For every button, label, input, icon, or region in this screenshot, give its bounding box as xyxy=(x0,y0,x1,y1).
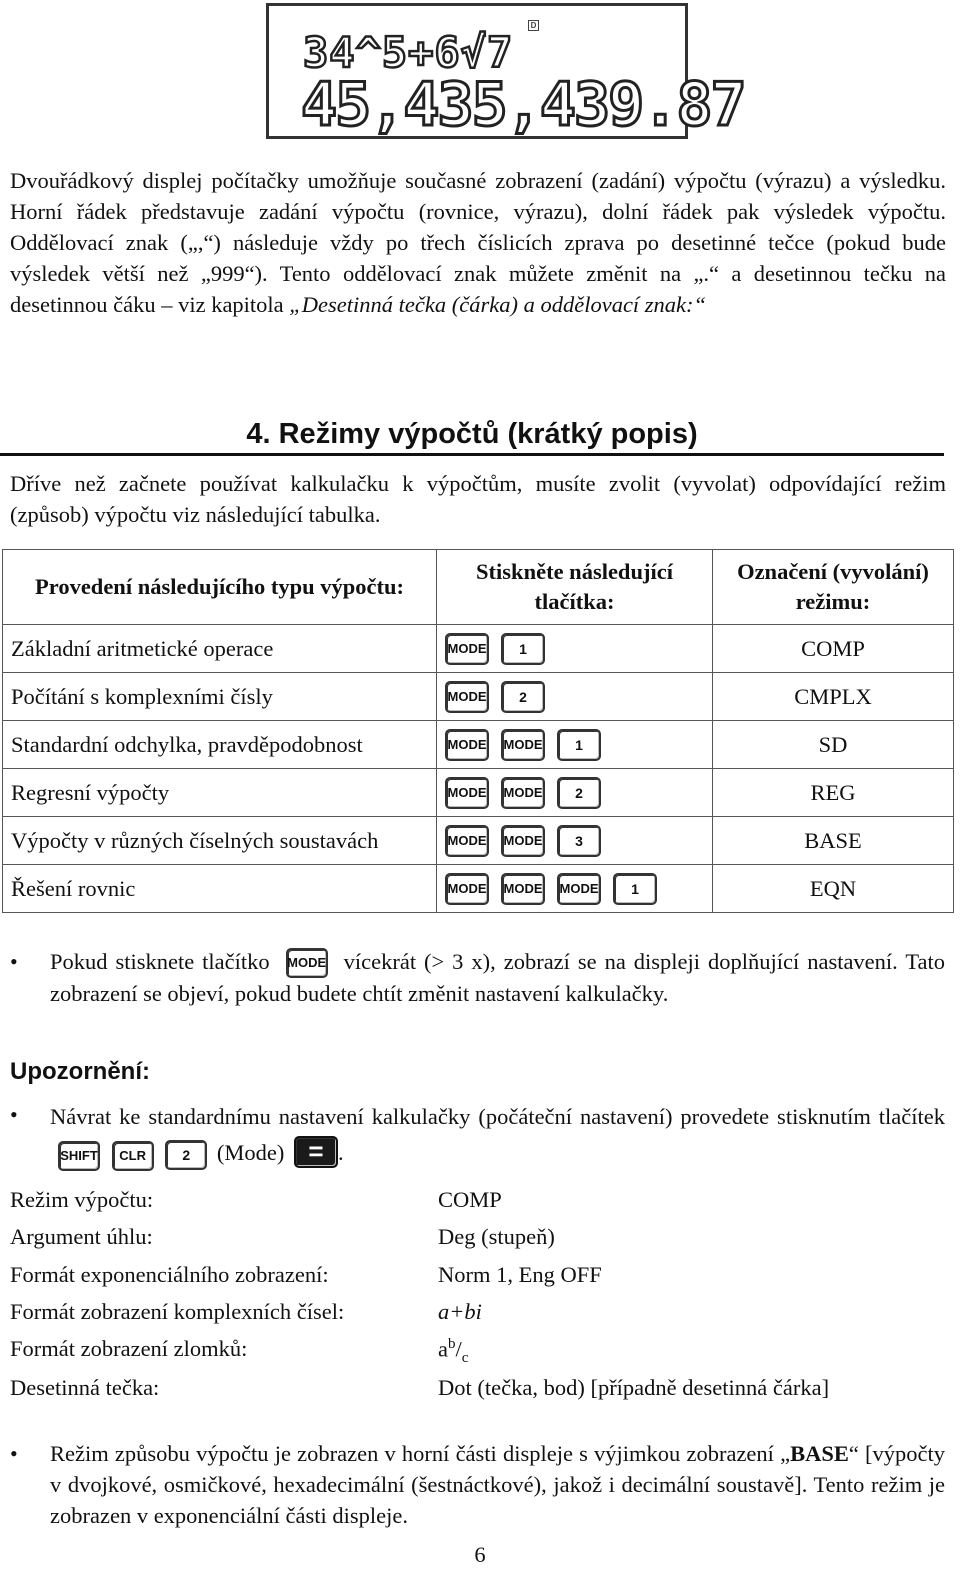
header-type: Provedení následujícího typu výpočtu: xyxy=(3,550,437,625)
table-header-row xyxy=(3,550,954,625)
clr-key: CLR xyxy=(112,1141,154,1171)
key-sequence xyxy=(437,673,713,721)
setting-label: Formát zobrazení komplexních čísel: xyxy=(10,1299,345,1324)
mode-label: (Mode) xyxy=(216,1140,285,1165)
intro-paragraph xyxy=(10,165,946,320)
setting-value: COMP xyxy=(438,1187,502,1212)
table-row xyxy=(3,625,954,673)
mode-key: MODE xyxy=(501,873,545,905)
setting-value: Dot (tečka, bod) [případně desetinná čárka] xyxy=(438,1375,830,1400)
calculator-display xyxy=(266,3,745,140)
setting-label: Formát zobrazení zlomků: xyxy=(10,1336,248,1361)
warning-title: Upozornění: xyxy=(10,1058,150,1085)
base-bold: BASE xyxy=(790,1441,849,1466)
mode-key: MODE xyxy=(445,825,489,857)
header-mode: Označení (vyvolání) režimu: xyxy=(713,550,954,625)
setting-value: Deg (stupeň) xyxy=(438,1224,555,1249)
mode-key: MODE xyxy=(445,777,489,809)
mode-key: MODE xyxy=(501,729,545,761)
intro-text: Dvouřádkový displej počítačky umožňuje současné zobrazení (zadání) výpočtu (výrazu) a výsledku. Horní řádek představuje zadání výpočtu (rovnice, výrazu), dolní řádek pak výsledek výpočtu. Oddělovací znak („,“) následuje vždy po třech číslicích zprava po desetinné tečce (pokud bude výsledek větší než „999“). Tento oddělovací znak můžete změnit na „.“ a desetinnou tečku na desetinnou čáku – viz kapitola xyxy=(10,168,946,317)
table-row xyxy=(3,673,954,721)
setting-row xyxy=(10,1299,950,1331)
bullet-dot: • xyxy=(10,1102,18,1127)
setting-label: Desetinná tečka: xyxy=(10,1375,160,1400)
shift-key: SHIFT xyxy=(58,1141,100,1171)
section-intro: Dříve než začnete používat kalkulačku k výpočtům, musíte zvolit (vyvolat) odpovídající režim (způsob) výpočtu viz následující tabulka. xyxy=(10,471,946,527)
mode-name: BASE xyxy=(713,817,954,865)
mode-key: MODE xyxy=(445,681,489,713)
setting-row xyxy=(10,1375,950,1407)
digit-key: 2 xyxy=(501,681,545,713)
calc-type: Regresní výpočty xyxy=(3,769,437,817)
setting-row xyxy=(10,1187,950,1219)
digit-key: 2 xyxy=(557,777,601,809)
setting-value: $a^b/_c$ xyxy=(438,1336,469,1366)
calc-type: Řešení rovnic xyxy=(3,865,437,913)
calc-type: Základní aritmetické operace xyxy=(3,625,437,673)
mode-key: MODE xyxy=(445,873,489,905)
display-input-line: 34^5+6√7 xyxy=(303,28,514,77)
bullet-text: Návrat ke standardnímu nastavení kalkulačky (počáteční nastavení) provedete stisknutím tlačítek SHIFT CLR 2 (Mode) = . xyxy=(50,1099,945,1171)
key-sequence xyxy=(437,865,713,913)
equals-key: = xyxy=(294,1136,338,1168)
mode-key: MODE xyxy=(501,825,545,857)
mode-name: SD xyxy=(713,721,954,769)
mode-key: MODE xyxy=(501,777,545,809)
mode-name: REG xyxy=(713,769,954,817)
modes-table xyxy=(2,549,954,913)
digit-key: 1 xyxy=(501,633,545,665)
mode-key: MODE xyxy=(286,948,328,978)
two-key: 2 xyxy=(165,1140,207,1170)
digit-key: 1 xyxy=(613,873,657,905)
bullet-text: Režim způsobu výpočtu je zobrazen v horní části displeje s výjimkou zobrazení „BASE“ [výpočty v dvojkové, osmičkové, hexadecimální (šestnáctkové), jakož i decimální soustavě]. Tento režim je zobrazen v exponenciální části displeje. xyxy=(50,1441,945,1528)
header-keys: Stiskněte následující tlačítka: xyxy=(437,550,713,625)
page-number: 6 xyxy=(474,1542,486,1567)
degree-indicator: D xyxy=(528,20,539,31)
mode-name: COMP xyxy=(713,625,954,673)
digit-key: 1 xyxy=(557,729,601,761)
setting-label: Formát exponenciálního zobrazení: xyxy=(10,1262,329,1287)
mode-name: EQN xyxy=(713,865,954,913)
setting-label: Argument úhlu: xyxy=(10,1224,153,1249)
mode-key: MODE xyxy=(445,633,489,665)
mode-key: MODE xyxy=(445,729,489,761)
table-row xyxy=(3,865,954,913)
mode-key: MODE xyxy=(557,873,601,905)
setting-value: Norm 1, Eng OFF xyxy=(438,1262,602,1287)
calc-type: Výpočty v různých číselných soustavách xyxy=(3,817,437,865)
table-row xyxy=(3,721,954,769)
setting-row xyxy=(10,1336,950,1368)
setting-value: a+bi xyxy=(438,1299,482,1324)
mode-name: CMPLX xyxy=(713,673,954,721)
calc-type: Standardní odchylka, pravděpodobnost xyxy=(3,721,437,769)
setting-row xyxy=(10,1262,950,1294)
bullet-text: Pokud stisknete tlačítko MODE vícekrát (> 3 x), zobrazí se na displeji doplňující nastavení. Tato zobrazení se objeví, pokud budete chtít změnit nastavení kalkulačky. xyxy=(50,949,946,1006)
table-row xyxy=(3,769,954,817)
table-row xyxy=(3,817,954,865)
calc-type: Počítání s komplexními čísly xyxy=(3,673,437,721)
key-sequence xyxy=(437,721,713,769)
display-result-line: 45,435,439.87 xyxy=(301,70,745,140)
digit-key: 3 xyxy=(557,825,601,857)
setting-label: Režim výpočtu: xyxy=(10,1187,154,1212)
bullet-dot: • xyxy=(10,949,18,974)
key-sequence xyxy=(437,625,713,673)
bullet-dot: • xyxy=(10,1441,18,1466)
intro-chapter-ref: „Desetinná tečka (čárka) a oddělovací znak:“ xyxy=(289,292,707,317)
key-sequence xyxy=(437,817,713,865)
key-sequence xyxy=(437,769,713,817)
setting-row xyxy=(10,1224,950,1256)
section-heading: 4. Režimy výpočtů (krátký popis) xyxy=(0,412,944,456)
